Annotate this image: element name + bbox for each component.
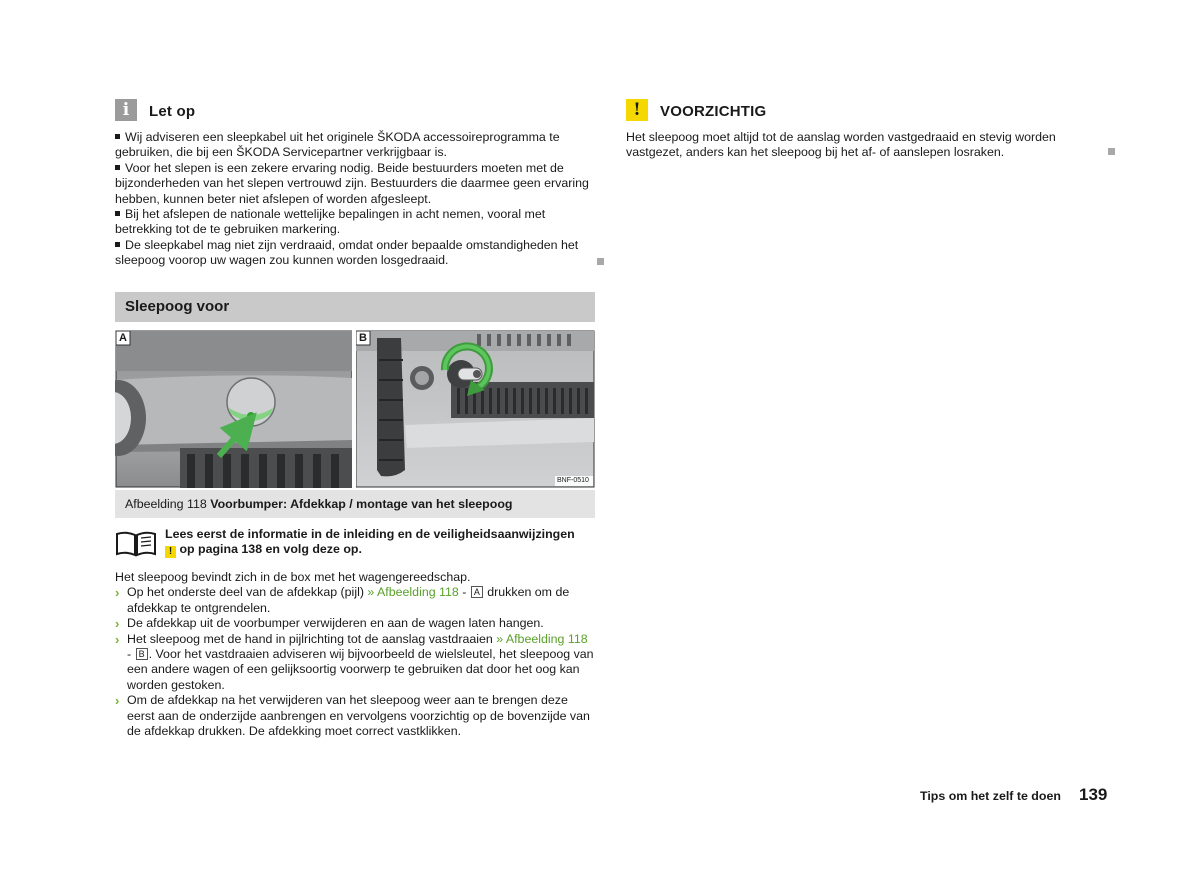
- footer-chapter: Tips om het zelf te doen: [920, 789, 1061, 803]
- info-icon: i: [115, 99, 137, 121]
- step-4: › Om de afdekkap na het verwijderen van het sleepoog weer aan te brengen deze eerst aan de onderzijde aanbrengen en vervolgens voorzichtig op de bovenzijde van de afdekkap drukken. De afdekking moet correct vastklikken.: [115, 693, 590, 739]
- figure-118: [115, 330, 595, 488]
- note-bullet: De sleepkabel mag niet zijn verdraaid, omdat onder bepaalde omstandigheden het sleepoog voorop uw wagen zou kunnen worden losgedraaid.: [115, 237, 579, 268]
- note-body: [115, 130, 595, 269]
- bullet-marker: [115, 242, 120, 247]
- figure-caption: [115, 490, 595, 518]
- panel-key-b: B: [136, 648, 148, 660]
- warning-icon: !: [626, 99, 648, 121]
- note-title: Let op: [149, 103, 196, 120]
- bullet-marker: [115, 134, 120, 139]
- step-arrow-icon: ›: [115, 585, 120, 601]
- note-bullet: Wij adviseren een sleepkabel uit het originele ŠKODA accessoireprogramma te gebruiken, die bij een ŠKODA Servicepartner verkrijgbaar is.: [115, 130, 560, 160]
- book-icon: [115, 530, 157, 558]
- note-bullet: Voor het slepen is een zekere ervaring nodig. Beide bestuurders moeten met de bijzonderheden van het slepen vertrouwd zijn. Bestuurders die daarmee geen ervaring hebben, kunnen beter niet afslepen of worden afgesleept.: [115, 160, 589, 206]
- step-2: › De afdekkap uit de voorbumper verwijderen en aan de wagen laten hangen.: [115, 616, 544, 632]
- step-3: › Het sleepoog met de hand in pijlrichting tot de aanslag vastdraaien » Afbeelding 118 - B . Voor het vastdraaien adviseren wij bijvoorbeeld de wielsleutel, het sleepoog van een andere wagen of een gelijksoortig voorwerp te gebruiken dat door het oog kan worden gestoken.: [115, 631, 594, 692]
- intro-text: Het sleepoog bevindt zich in de box met het wagengereedschap.: [115, 570, 471, 584]
- step-arrow-icon: ›: [115, 693, 120, 709]
- section-title: Sleepoog voor: [125, 298, 230, 315]
- section-header-bar: [115, 292, 595, 322]
- panel-a: [115, 331, 352, 488]
- bullet-marker: [115, 165, 120, 170]
- figure-link[interactable]: » Afbeelding 118: [367, 585, 459, 600]
- step-arrow-icon: ›: [115, 631, 120, 647]
- figure-code: BNF-0510: [557, 477, 589, 484]
- caution-title: VOORZICHTIG: [660, 103, 767, 120]
- warning-icon: !: [165, 546, 176, 558]
- figure-link[interactable]: » Afbeelding 118: [496, 631, 588, 646]
- caution-text: Het sleepoog moet altijd tot de aanslag worden vastgedraaid en stevig worden vastgezet, anders kan het sleepoog bij het af- of aanslepen losraken.: [626, 130, 1056, 160]
- read-first-line2: op pagina 138 en volg deze op.: [179, 542, 362, 557]
- section-end-mark: [597, 258, 604, 265]
- panel-a-label: A: [119, 332, 127, 344]
- step-1: › Op het onderste deel van de afdekkap (pijl) » Afbeelding 118 - A drukken om de afdekkap te ontgrendelen.: [115, 585, 570, 615]
- figure-caption-text: Voorbumper: Afdekkap / montage van het sleepoog: [210, 497, 513, 511]
- bullet-marker: [115, 211, 120, 216]
- read-first-line1: Lees eerst de informatie in de inleiding en de veiligheidsaanwijzingen: [165, 527, 575, 541]
- caution-end-mark: [1108, 148, 1115, 155]
- panel-key-a: A: [471, 586, 483, 598]
- note-bullet: Bij het afslepen de nationale wettelijke bepalingen in acht nemen, vooral met betrekking tot de te gebruiken markering.: [115, 207, 546, 237]
- panel-b: [356, 331, 594, 487]
- figure-illustration: [115, 330, 595, 488]
- figure-number: Afbeelding 118: [125, 497, 207, 511]
- step-arrow-icon: ›: [115, 616, 120, 632]
- instructions: [115, 570, 595, 739]
- read-first-note: [165, 527, 595, 558]
- page-number: 139: [1079, 785, 1108, 804]
- panel-b-label: B: [359, 332, 367, 344]
